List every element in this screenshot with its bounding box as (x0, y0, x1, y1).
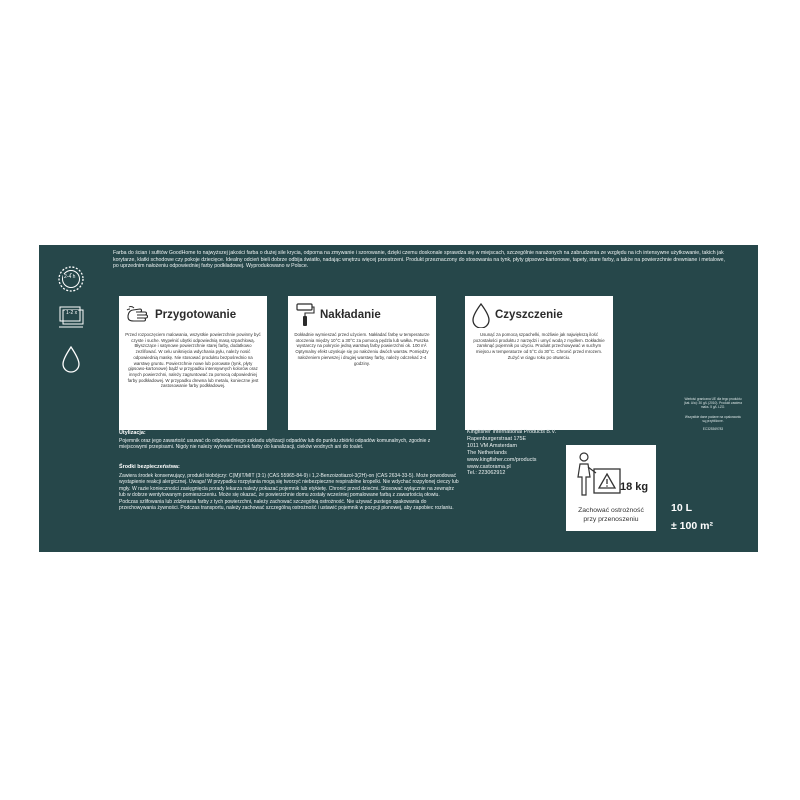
safety-text: Zawiera środek konserwujący, produkt biobójczy: C(M)IT/MIT (3:1) (CAS 55965-84-9) i 1,2-Benzoizotiazol-3(2H)-on (CAS 2634-33-5). Może powodować wystąpienie reakcji alergicznej. Uwaga! W przypadku rozpylania mogą się tworzyć niebezpieczne respirabilne kropelki. Nie wdychać rozpylonej cieczy lub mgły. W razie konieczności zasięgnięcia porady lekarza należy pokazać pojemnik lub etykietę. Chronić przed dziećmi. Stosować wyłącznie na zewnątrz lub w dobrze wentylowanym pomieszczeniu. Może się okazać, że powierzchnie domu zostały wcześniej pomalowane farbą z zawartością ołowiu. Podczas szlifowania lub zdzierania farby z tych powierzchni, należy zachować szczególną ostrożność. Nie używać pustego opakowania do przechowywania żywności. Podczas transportu, należy zachować szczególną ostrożność i ustawić pojemnik w pozycji pionowej, aby zapobiec rozlaniu. (119, 473, 459, 512)
address-line: The Netherlands (467, 449, 507, 456)
address-line: Kingfisher International Products B.V. (467, 429, 557, 435)
drying-time-label: 2-4 h (64, 274, 76, 280)
disposal-title: Utylizacja: (119, 430, 146, 436)
preparation-text: Przed rozpoczęciem malowania, wszystkie powierzchnie powinny być czyste i suche. Wypełnić ubytki odpowiednią masą szpachlową. Błyszczące i satynowe powierzchnie starej farby, dodatkowo zezlifować. W celu uniknięcia wdychania pyłu, należy nosić odpowiednią maskę. Nie stosować produktu bezpośrednio na warstwę gruntu. Powierzchnie nowe lub porowate (tynk, płyty gipsowo-kartonowe) bądź w przypadku intensywnych kolorów oraz innych powierzchni, należy zagruntować za pomocą odpowiedniej farby podkładowej. W przypadku drewna lub metalu, konieczne jest zastosowanie farby podkładowej. (125, 332, 261, 389)
cleaning-title: Czyszczenie (495, 309, 563, 321)
weight-value: 18 kg (620, 481, 649, 493)
address-line: 1011 VM Amsterdam (467, 442, 517, 449)
application-card (288, 296, 436, 430)
weight-warning-box (566, 445, 656, 531)
address-line: Tel.: 223062912 (467, 470, 506, 477)
manufacturer-address (467, 429, 556, 477)
preparation-card (119, 296, 267, 430)
weight-caution (566, 507, 656, 524)
drying-time-icon (57, 265, 85, 298)
preparation-header (125, 302, 236, 328)
address-line: Rapenburgerstraat 175E (467, 435, 527, 442)
batch-note: Wszystkie dane podane na opakowaniu są przybliżone. (684, 415, 742, 423)
coverage: ± 100 m² (671, 520, 713, 532)
hand-icon (125, 303, 151, 327)
coats-icon (57, 305, 85, 336)
drop-icon (471, 302, 491, 328)
disposal-text: Pojemnik oraz jego zawartość usuwać do odpowiedniego zakładu utylizacji odpadów lub do punktu zbiórki odpadów komunalnych, zgodnie z miejscowymi przepisami. Nigdy nie należy wylewać resztek farby do kanalizacji, cieków wodnych ani do toalet. (119, 438, 431, 451)
caution-line: Zachować ostrożność (578, 507, 644, 514)
address-line: www.castorama.pl (467, 463, 511, 470)
caution-line: przy przenoszeniu (583, 515, 639, 523)
application-title: Nakładanie (320, 309, 381, 321)
coats-label: 1-2 x (66, 310, 78, 316)
batch-code: EC325369783 (702, 427, 724, 431)
water-drop-icon (61, 345, 81, 378)
paint-label (39, 245, 758, 552)
application-text: Dokładnie wymieszać przed użyciem. Nakładać farbę w temperaturze otoczenia między 10°C a 30°C za pomocą pędzla lub wałka. Puszka wystarczy na pokrycie jedną warstwą farby powierzchni ok. 100 m². Optymalny efekt uzyskuje się po nałożeniu dwóch warstw. Pomiędzy nałożeniem pierwszej i drugiej warstwy farby, należy odczekać 2-4 godziny. (294, 332, 430, 366)
application-header (294, 302, 381, 328)
cleaning-card (465, 296, 613, 430)
cleaning-text: Usunąć za pomocą szpachelki, możliwie jak największą ilość pozostałości produktu z narzędzi i umyć wodą z mydłem. Dokładnie zamknąć pojemnik po użyciu. Produkt przechowywać w suchym miejscu w temperaturze od 5°C do 30°C. Chronić przed mrozem. Zużyć w ciągu roku po otwarciu. (473, 332, 605, 360)
safety-title: Środki bezpieczeństwa: (119, 464, 180, 470)
product-description: Farba do ścian i sufitów GoodHome to najwyższej jakości farba o dużej sile krycia, odporna na zmywanie i szorowanie, dzięki czemu doskonale sprawdza się w miejscach, szczególnie narażonych na zabrudzenia ze względu na ich intensywne użytkowanie, takich jak korytarze, klatki schodowe czy pokoje dziecięce. Idealny odcień bieli dobrze odbija światło, nadając wnętrzu więcej przestrzeni. Produkt przeznaczony do stosowania na tynk, płyty gipsowo-kartonowe, tapety, stare farby, a także na powierzchnie drewniane i metalowe, po uprzednim nałożeniu odpowiedniej farby podkładowej. Wyprodukowano w Polsce. (113, 250, 725, 270)
preparation-title: Przygotowanie (155, 309, 237, 321)
voc-note: Wartość graniczna UE dla tego produktu (kat. A/a): 30 g/L (2010). Produkt zawiera maks. 5 g/L LZO. (684, 397, 742, 409)
address-line: www.kingfisher.com/products (467, 456, 537, 463)
cleaning-header (471, 302, 563, 328)
volume: 10 L (671, 502, 693, 514)
lifting-person-icon (572, 451, 628, 501)
paint-roller-icon (294, 302, 316, 328)
